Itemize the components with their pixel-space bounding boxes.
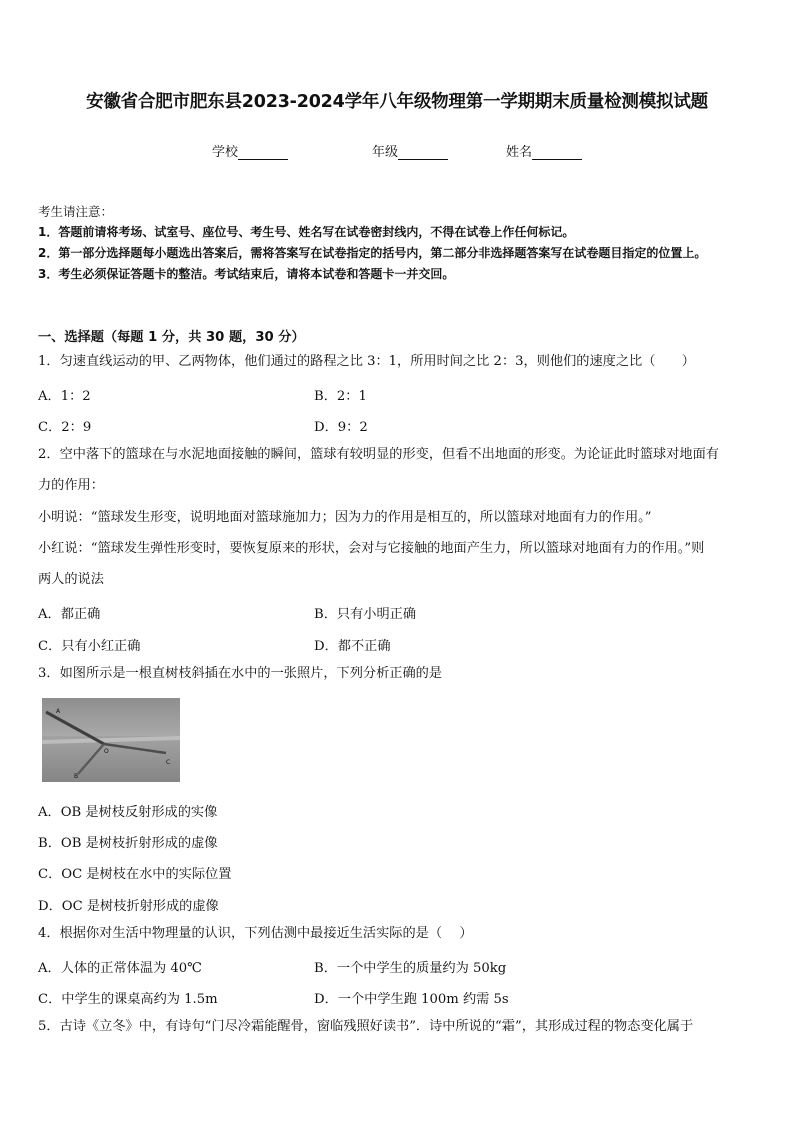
name-field[interactable]	[506, 141, 582, 160]
q1-option-a[interactable]: A．1：2	[38, 389, 91, 404]
school-field[interactable]	[212, 141, 288, 160]
q4-stem: 4．根据你对生活中物理量的认识，下列估测中最接近生活实际的是（ ）	[38, 926, 473, 941]
q2-xiaohong-line1: 小红说：“篮球发生弹性形变时，要恢复原来的形状，会对与它接触的地面产生力，所以篮球对地面有力的作用。”则	[38, 541, 705, 556]
grade-label: 年级	[372, 145, 399, 160]
q4-option-a[interactable]: A．人体的正常体温为 40℃	[38, 961, 202, 976]
notice-item: 1．答题前请将考场、试室号、座位号、考生号、姓名写在试卷密封线内，不得在试卷上作任何标记。	[38, 225, 575, 239]
exam-title: 安徽省合肥市肥东县2023-2024学年八年级物理第一学期期末质量检测模拟试题	[86, 92, 708, 112]
q4-option-b[interactable]: B．一个中学生的质量约为 50kg	[314, 961, 507, 976]
q1-option-d[interactable]: D．9：2	[314, 420, 368, 435]
notice-item: 2．第一部分选择题每小题选出答案后，需将答案写在试卷指定的括号内，第二部分非选择题答案写在试卷题目指定的位置上。	[38, 246, 707, 260]
notice-heading: 考生请注意：	[38, 204, 114, 219]
q2-xiaoming: 小明说：“篮球发生形变，说明地面对篮球施加力；因为力的作用是相互的，所以篮球对地面有力的作用。”	[38, 510, 652, 525]
q4-option-c[interactable]: C．中学生的课桌高约为 1.5m	[38, 992, 218, 1007]
label-point-o: O	[104, 748, 109, 755]
student-info-row	[0, 141, 794, 161]
q2-stem-line1: 2．空中落下的篮球在与水泥地面接触的瞬间，篮球有较明显的形变，但看不出地面的形变。为论证此时篮球对地面有	[38, 447, 719, 462]
q4-option-d[interactable]: D．一个中学生跑 100m 约需 5s	[314, 992, 509, 1007]
q5-stem: 5．古诗《立冬》中，有诗句“门尽冷霜能醒骨，窗临残照好读书”．诗中所说的“霜”，其形成过程的物态变化属于	[38, 1019, 694, 1034]
branch-in-water-photo	[42, 698, 180, 782]
q1-option-c[interactable]: C．2：9	[38, 420, 92, 435]
q2-xiaohong-line2: 两人的说法	[38, 572, 104, 587]
label-point-a: A	[56, 708, 61, 715]
school-label: 学校	[212, 145, 239, 160]
section-heading: 一、选择题（每题 1 分，共 30 题，30 分）	[38, 330, 305, 345]
q3-option-b[interactable]: B．OB 是树枝折射形成的虚像	[38, 836, 218, 851]
notice-block	[38, 201, 760, 285]
label-point-b: B	[74, 773, 79, 780]
notice-item: 3．考生必须保证答题卡的整洁。考试结束后，请将本试卷和答题卡一并交回。	[38, 267, 455, 281]
name-label: 姓名	[506, 145, 533, 160]
q3-option-a[interactable]: A．OB 是树枝反射形成的实像	[38, 805, 218, 820]
q2-option-c[interactable]: C．只有小红正确	[38, 639, 141, 654]
grade-field[interactable]	[372, 141, 448, 160]
q2-stem-line2: 力的作用：	[38, 478, 104, 493]
q1-option-b[interactable]: B．2：1	[314, 389, 367, 404]
q2-option-b[interactable]: B．只有小明正确	[314, 607, 417, 622]
grade-blank[interactable]	[398, 145, 448, 160]
q3-option-c[interactable]: C．OC 是树枝在水中的实际位置	[38, 867, 232, 882]
q2-option-a[interactable]: A．都正确	[38, 607, 101, 622]
school-blank[interactable]	[238, 145, 288, 160]
name-blank[interactable]	[532, 145, 582, 160]
q3-stem: 3．如图所示是一根直树枝斜插在水中的一张照片，下列分析正确的是	[38, 666, 443, 681]
q3-option-d[interactable]: D．OC 是树枝折射形成的虚像	[38, 899, 219, 914]
label-point-c: C	[166, 759, 171, 766]
q1-stem: 1．匀速直线运动的甲、乙两物体，他们通过的路程之比 3：1，所用时间之比 2：3，则他们的速度之比（ ）	[38, 354, 695, 369]
q2-option-d[interactable]: D．都不正确	[314, 639, 391, 654]
